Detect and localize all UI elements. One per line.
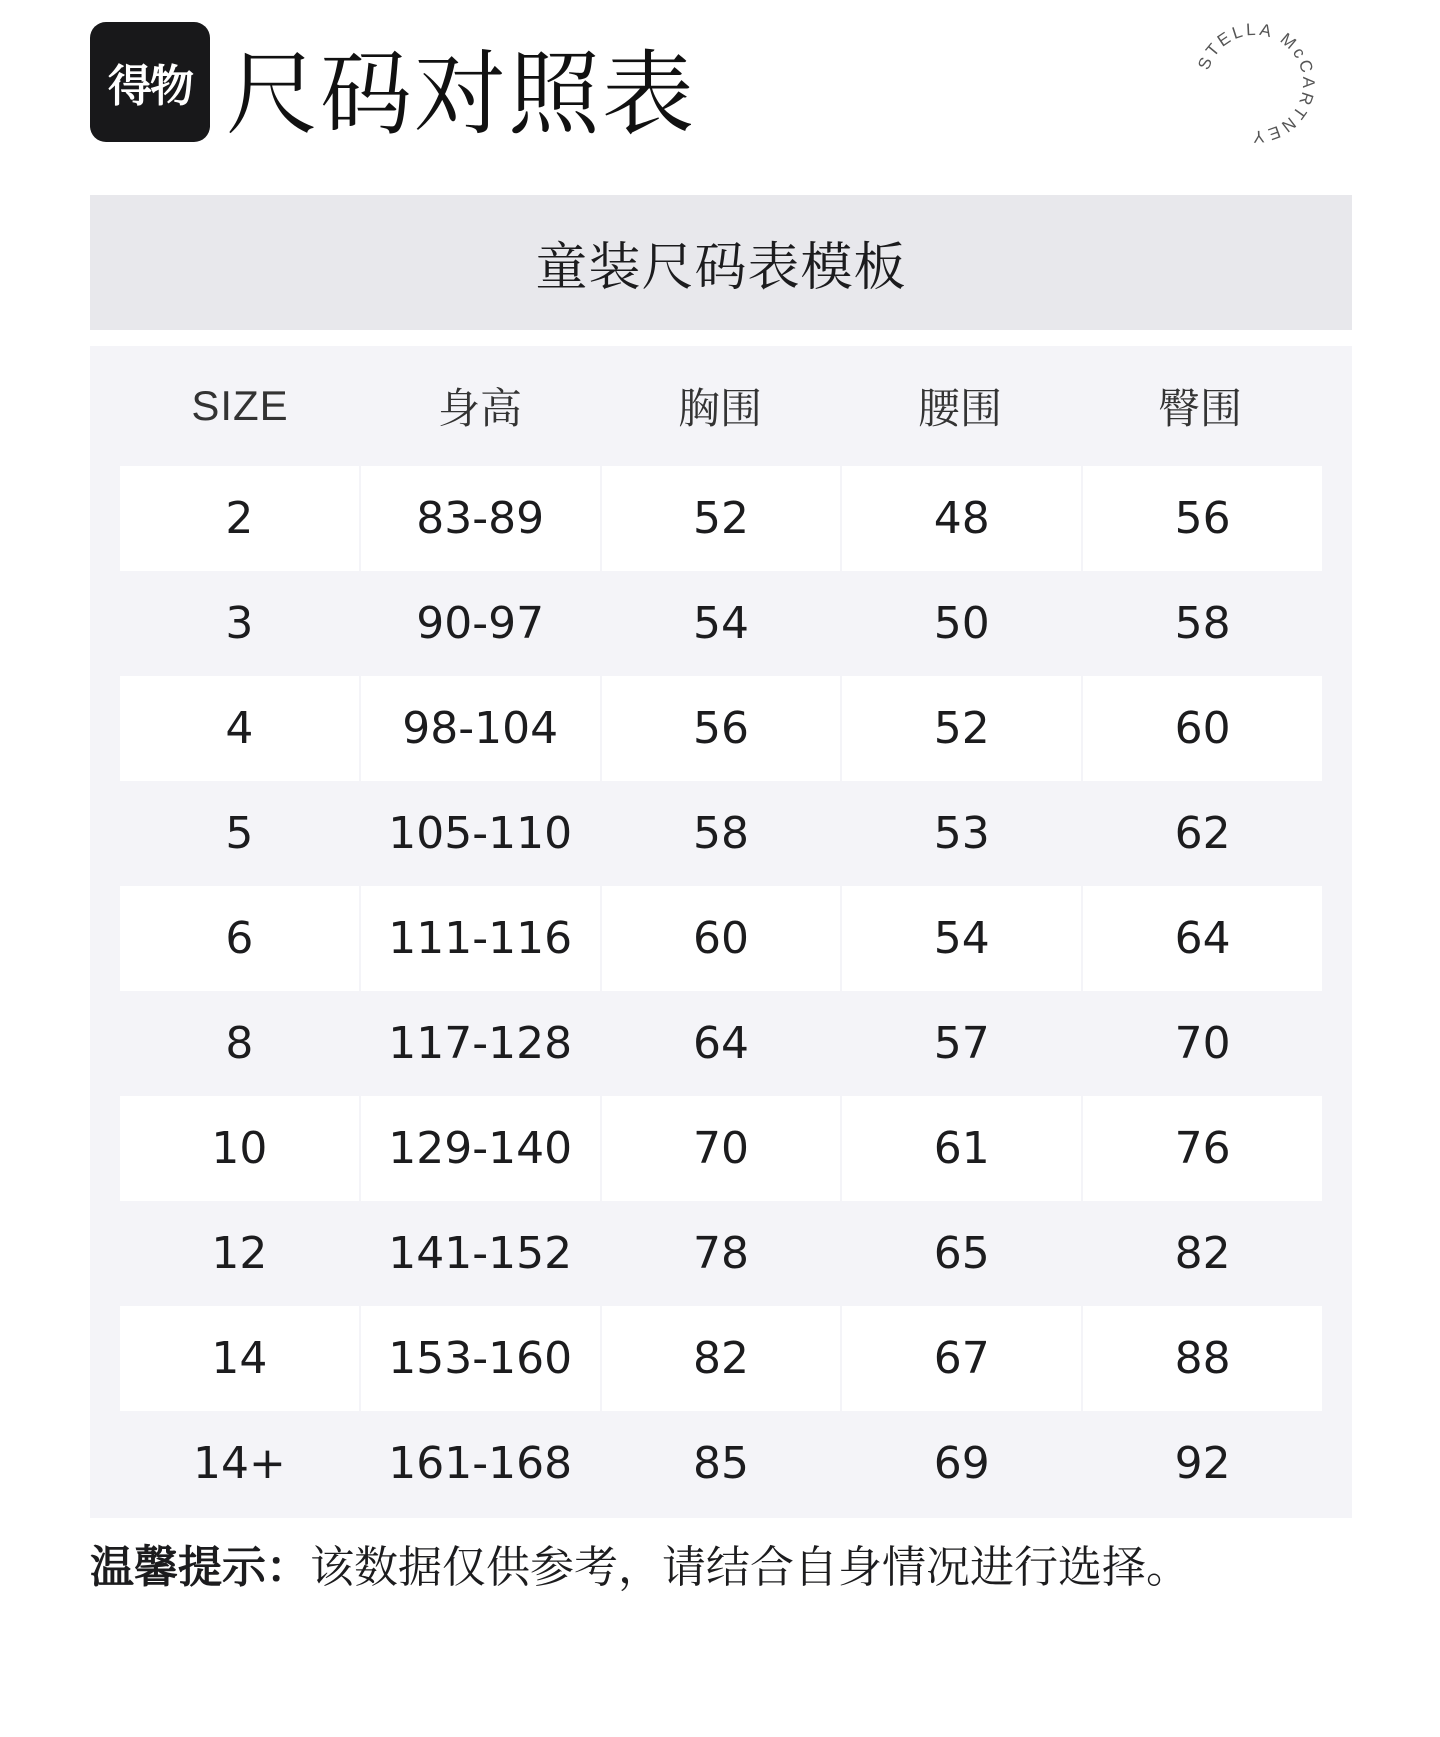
table-cell: 92: [1174, 1438, 1231, 1489]
table-cell: 54: [842, 886, 1081, 991]
column-header: 腰围: [917, 384, 1002, 433]
table-cell: 56: [602, 676, 841, 781]
table-cell: 3: [225, 598, 254, 649]
table-cell: 117-128: [388, 1018, 573, 1069]
table-cell: 98-104: [361, 676, 600, 781]
table-cell: 60: [602, 886, 841, 991]
table-cell: 52: [602, 466, 841, 571]
tip-label: 温馨提示：: [90, 1542, 310, 1593]
table-cell: 54: [692, 598, 749, 649]
column-header: 身高: [437, 384, 522, 433]
table-cell: 52: [842, 676, 1081, 781]
table-cell: 58: [1174, 598, 1231, 649]
table-cell: 53: [933, 808, 990, 859]
table-cell: 64: [1083, 886, 1322, 991]
table-row: [120, 466, 1322, 571]
table-cell: 4: [120, 676, 359, 781]
table-cell: 2: [120, 466, 359, 571]
table-cell: 64: [692, 1018, 749, 1069]
table-cell: 12: [211, 1228, 268, 1279]
table-cell: 48: [842, 466, 1081, 571]
svg-text:STELLA McCARTNEY: [1194, 20, 1318, 146]
table-body: [120, 466, 1322, 1516]
table-cell: 129-140: [361, 1096, 600, 1201]
table-cell: 70: [1174, 1018, 1231, 1069]
table-row: [120, 1411, 1322, 1516]
table-cell: 105-110: [388, 808, 573, 859]
table-cell: 57: [933, 1018, 990, 1069]
table-cell: 14+: [192, 1438, 286, 1489]
table-cell: 111-116: [361, 886, 600, 991]
banner-title: 童装尺码表模板: [535, 238, 907, 298]
table-cell: 82: [1174, 1228, 1231, 1279]
brand-seal-logo: [1190, 18, 1320, 148]
brand-seal-text: STELLA McCARTNEY: [1194, 19, 1319, 147]
table-cell: 8: [225, 1018, 254, 1069]
template-banner: [90, 195, 1352, 330]
logo-text: 得物: [108, 61, 192, 112]
table-cell: 83-89: [361, 466, 600, 571]
table-cell: 60: [1083, 676, 1322, 781]
table-row: [120, 571, 1322, 676]
table-cell: 82: [602, 1306, 841, 1411]
table-cell: 14: [120, 1306, 359, 1411]
table-cell: 141-152: [388, 1228, 573, 1279]
column-header: 臀围: [1157, 384, 1242, 433]
table-cell: 10: [120, 1096, 359, 1201]
table-cell: 85: [692, 1438, 749, 1489]
table-cell: 153-160: [361, 1306, 600, 1411]
table-cell: 56: [1083, 466, 1322, 571]
table-cell: 65: [933, 1228, 990, 1279]
table-cell: 62: [1174, 808, 1231, 859]
table-row: [120, 1201, 1322, 1306]
table-row: [120, 676, 1322, 781]
table-cell: 67: [842, 1306, 1081, 1411]
table-cell: 58: [692, 808, 749, 859]
size-table: [90, 346, 1352, 1518]
table-cell: 70: [602, 1096, 841, 1201]
table-cell: 88: [1083, 1306, 1322, 1411]
table-row: [120, 1096, 1322, 1201]
table-row: [120, 991, 1322, 1096]
table-row: [120, 781, 1322, 886]
table-cell: 6: [120, 886, 359, 991]
column-header: SIZE: [191, 382, 289, 429]
tip-text: 该数据仅供参考，请结合自身情况进行选择。: [310, 1542, 1190, 1593]
table-cell: 50: [933, 598, 990, 649]
page-title: 尺码对照表: [226, 41, 697, 148]
table-cell: 78: [692, 1228, 749, 1279]
warm-tip: [90, 1538, 1352, 1598]
table-cell: 69: [933, 1438, 990, 1489]
table-row: [120, 1306, 1322, 1411]
column-header: 胸围: [677, 384, 762, 433]
dewu-logo: [90, 22, 210, 142]
table-cell: 76: [1083, 1096, 1322, 1201]
table-cell: 5: [225, 808, 254, 859]
table-header-row: [120, 346, 1322, 466]
table-row: [120, 886, 1322, 991]
table-cell: 90-97: [416, 598, 545, 649]
table-cell: 61: [842, 1096, 1081, 1201]
table-cell: 161-168: [388, 1438, 573, 1489]
